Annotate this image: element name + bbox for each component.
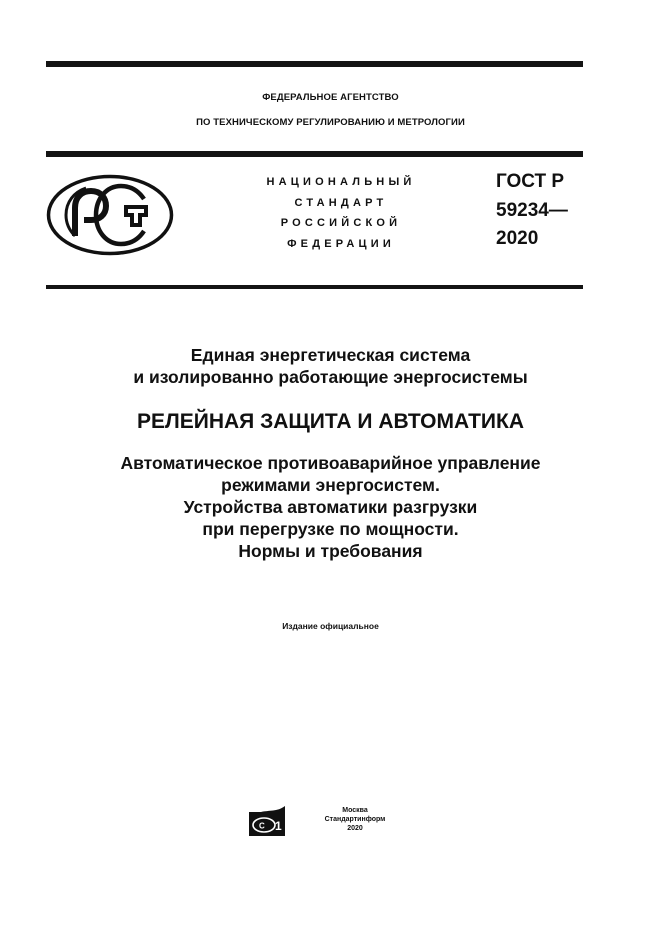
standard-type-line: СТАНДАРТ: [294, 196, 388, 209]
publisher-name: Стандартинформ: [324, 816, 386, 823]
top-rule: [46, 61, 583, 67]
designation-line3: 2020: [496, 228, 539, 249]
details-line: Автоматическое противоаварийное управление: [120, 453, 541, 473]
rst-gost-logo-icon: [46, 174, 174, 256]
bottom-rule: [46, 285, 583, 289]
publisher-city: Москва: [342, 807, 368, 814]
details-line: режимами энергосистем.: [221, 475, 440, 495]
designation-line2: 59234—: [496, 199, 568, 221]
designation-line1: ГОСТ Р: [496, 171, 565, 192]
details-line: при перегрузке по мощности.: [202, 519, 459, 539]
subtitle-line: Единая энергетическая система: [190, 345, 471, 365]
document-subtitle: [0, 452, 661, 562]
publisher-year: 2020: [347, 825, 363, 832]
details-line: Устройства автоматики разгрузки: [183, 497, 478, 517]
standard-type: [245, 172, 437, 254]
standard-type-line: РОССИЙСКОЙ: [280, 217, 402, 229]
system-subtitle: [0, 344, 661, 388]
standard-designation: [496, 168, 568, 254]
publisher-info: [300, 806, 410, 833]
standard-type-line: НАЦИОНАЛЬНЫЙ: [266, 176, 416, 188]
details-line: Нормы и требования: [238, 541, 423, 561]
edition-label: Издание официальное: [282, 621, 379, 631]
middle-rule: [46, 151, 583, 157]
agency-name-line1: ФЕДЕРАЛЬНОЕ АГЕНТСТВО: [262, 92, 399, 103]
standard-type-line: ФЕДЕРАЦИИ: [287, 237, 395, 250]
svg-text:1: 1: [275, 819, 282, 833]
svg-text:С: С: [259, 821, 265, 831]
standartinform-logo-icon: [247, 804, 287, 837]
subtitle-line: и изолированно работающие энергосистемы: [133, 367, 528, 387]
agency-name-line2: ПО ТЕХНИЧЕСКОМУ РЕГУЛИРОВАНИЮ И МЕТРОЛОГИИ: [196, 117, 465, 128]
document-title: РЕЛЕЙНАЯ ЗАЩИТА И АВТОМАТИКА: [136, 410, 525, 433]
